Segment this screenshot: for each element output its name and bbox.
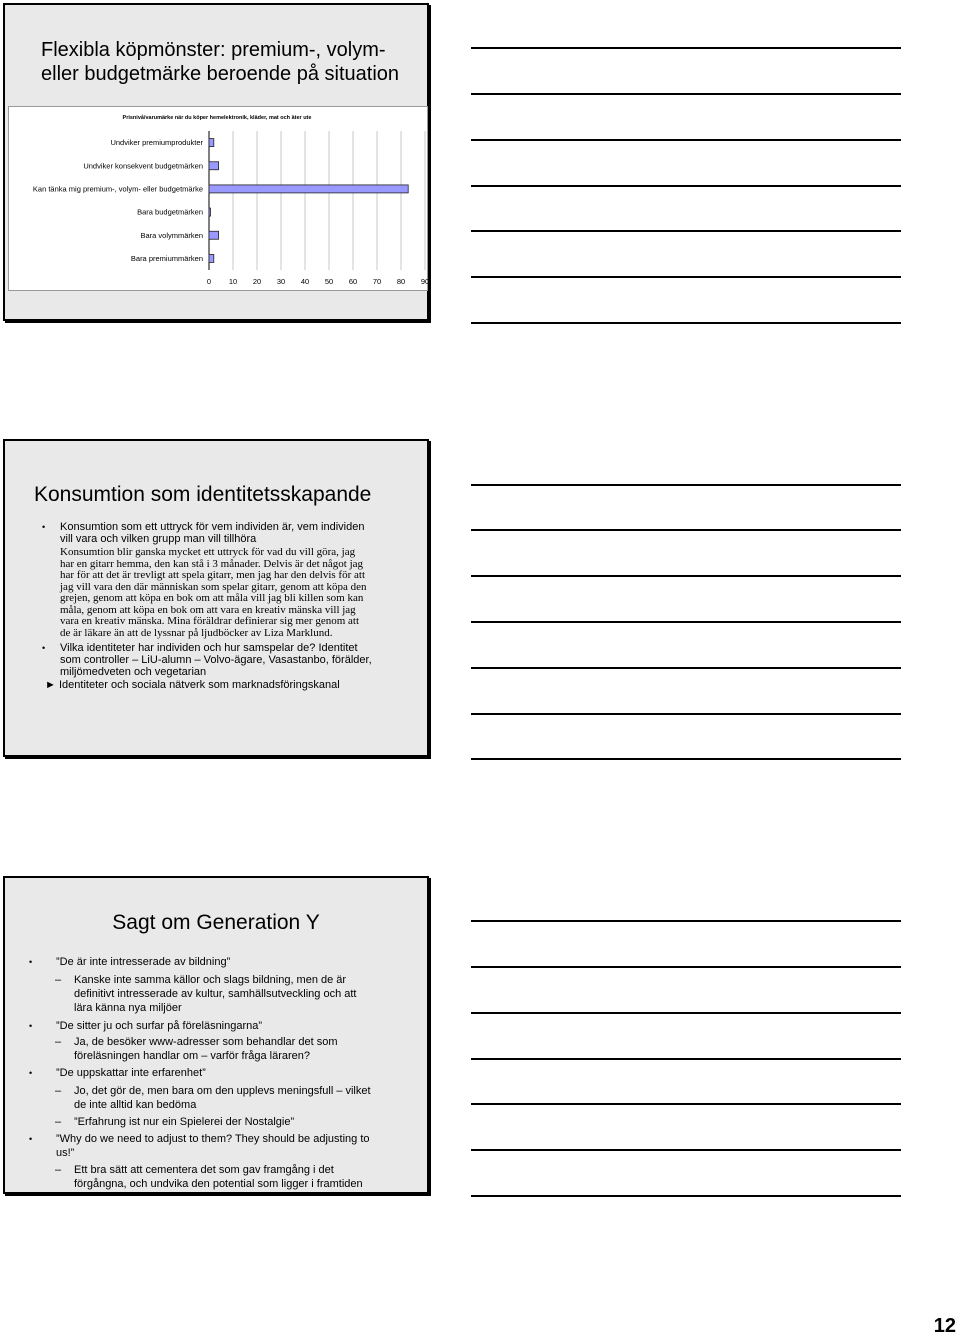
- slide-3: [3, 876, 429, 1194]
- note-line: [471, 621, 901, 623]
- sub-bullet-text: Kanske inte samma källor och slags bildning, men de är: [74, 974, 347, 986]
- note-line: [471, 322, 901, 324]
- tick-label: 10: [228, 277, 238, 286]
- bullet-text: Konsumtion som ett uttryck för vem individen är, vem individen: [60, 521, 365, 533]
- sub-bullet-text: definitivt intresserade av kultur, samhällsutveckling och att: [74, 988, 357, 1000]
- note-line: [471, 529, 901, 531]
- note-line: [471, 185, 901, 187]
- note-line: [471, 713, 901, 715]
- chart-svg: [9, 107, 430, 290]
- tick-label: 80: [396, 277, 406, 286]
- note-line: [471, 1195, 901, 1197]
- bar-chart: [8, 106, 428, 291]
- note-line: [471, 230, 901, 232]
- bullet-text: ”De sitter ju och surfar på föreläsningarna”: [56, 1020, 263, 1032]
- slide-title: Flexibla köpmönster: premium-, volym- eller budgetmärke beroende på situation: [41, 39, 400, 85]
- note-line: [471, 47, 901, 49]
- note-line: [471, 276, 901, 278]
- note-line: [471, 1058, 901, 1060]
- bullet-text: miljömedveten och vegetarian: [60, 666, 207, 678]
- bar: [209, 254, 214, 262]
- tick-label: 60: [348, 277, 358, 286]
- note-line: [471, 667, 901, 669]
- quote-box: [58, 545, 403, 641]
- sub-bullet-text: Ett bra sätt att cementera det som gav framgång i det: [74, 1164, 334, 1176]
- quote-line: grejen, genom att köpa en bok om att måla vill jag bli killen som kan: [60, 592, 364, 604]
- bullet-text: som controller – LiU-alumn – Volvo-ägare, Vasastanbo, förälder,: [60, 654, 372, 666]
- dash-icon: –: [55, 1116, 62, 1128]
- sub-bullet-text: Jo, det gör de, men bara om den upplevs meningsfull – vilket: [74, 1085, 371, 1097]
- tick-label: 50: [324, 277, 334, 286]
- sub-bullet-text: förgångna, och undvika den potential som ligger i framtiden: [74, 1178, 363, 1190]
- quote-line: har för att det är trevligt att spela gitarr, men jag har den delvis för att: [60, 569, 365, 581]
- category-label: Undviker konsekvent budgetmärken: [83, 161, 203, 171]
- quote-line: jag vill vara den där människan som spelar gitarr, genom att köpa den: [60, 580, 367, 593]
- bullet-icon: •: [42, 643, 46, 653]
- bar: [209, 231, 219, 239]
- sub-bullet-text: föreläsningen handlar om – varför fråga läraren?: [74, 1050, 311, 1062]
- category-label: Bara premiummärken: [130, 253, 203, 263]
- bullet-text: ”Why do we need to adjust to them? They should be adjusting to: [56, 1133, 370, 1145]
- note-line: [471, 1149, 901, 1151]
- bullet-text: us!”: [56, 1147, 75, 1159]
- sub-bullet-text: lära känna nya miljöer: [74, 1002, 182, 1014]
- chart-title: Prisnivå/varumärke när du köper hemelektronik, kläder, mat och äter ute: [122, 115, 312, 121]
- quote-line: vara en kreativ mänska. Mina föräldrar definierar sig mer genom att: [60, 615, 360, 627]
- bullet-icon: •: [29, 957, 33, 967]
- tick-label: 70: [372, 277, 382, 286]
- note-line: [471, 758, 901, 760]
- bullet-icon: •: [42, 522, 46, 532]
- dash-icon: –: [55, 1036, 62, 1048]
- bullet-icon: •: [29, 1068, 33, 1078]
- tick-label: 0: [206, 277, 212, 286]
- note-line: [471, 920, 901, 922]
- bar: [209, 208, 211, 216]
- slide-title: Sagt om Generation Y: [112, 911, 320, 934]
- tick-label: 30: [276, 277, 286, 286]
- dash-icon: –: [55, 1085, 62, 1097]
- dash-icon: –: [55, 1164, 62, 1176]
- page-number: 12: [933, 1315, 956, 1337]
- bullet-text: Identiteter och sociala nätverk som marknadsföringskanal: [59, 679, 340, 691]
- tick-label: 40: [300, 277, 310, 286]
- category-label: Kan tänka mig premium-, volym- eller budgetmärke: [32, 184, 203, 194]
- bullet-icon: •: [29, 1021, 33, 1031]
- note-line: [471, 93, 901, 95]
- quote-line: Konsumtion blir ganska mycket ett uttryck för vad du vill göra, jag: [60, 546, 356, 558]
- slide-1: [3, 3, 429, 321]
- slide-2: [3, 439, 429, 757]
- quote-line: måla, genom att köpa en bok om att vara en kreativ mänska vill jag: [60, 603, 356, 616]
- tick-label: 20: [252, 277, 262, 286]
- note-line: [471, 484, 901, 486]
- bullet-text: ”De är inte intresserade av bildning”: [56, 956, 231, 968]
- bar: [209, 185, 408, 193]
- category-label: Bara budgetmärken: [137, 207, 203, 217]
- sub-bullet-text: de inte alltid kan bedöma: [74, 1099, 197, 1111]
- note-line: [471, 575, 901, 577]
- bullet-text: ”De uppskattar inte erfarenhet”: [56, 1067, 206, 1079]
- note-line: [471, 966, 901, 968]
- note-line: [471, 139, 901, 141]
- bullet-text: Vilka identiteter har individen och hur samspelar de? Identitet: [60, 642, 358, 654]
- sub-bullet-text: ”Erfahrung ist nur ein Spielerei der Nostalgie”: [74, 1116, 295, 1128]
- bar: [209, 139, 214, 147]
- quote-line: de är läkare än att de lyssnar på ljudböcker av Liza Marklund.: [60, 626, 333, 639]
- category-label: Undviker premiumprodukter: [110, 138, 203, 148]
- bullet-text: vill vara och vilken grupp man vill tillhöra: [60, 533, 257, 545]
- tick-label: 90: [420, 277, 430, 286]
- sub-bullet-text: Ja, de besöker www-adresser som behandlar det som: [74, 1036, 338, 1048]
- quote-line: har en gitarr hemma, den kan stå i 3 månader. Delvis är det något jag: [60, 557, 364, 570]
- arrow-icon: ►: [45, 679, 56, 691]
- category-label: Bara volymmärken: [140, 230, 203, 240]
- bar: [209, 162, 219, 170]
- bullet-icon: •: [29, 1134, 33, 1144]
- dash-icon: –: [55, 974, 62, 986]
- note-line: [471, 1012, 901, 1014]
- note-line: [471, 1103, 901, 1105]
- slide-title: Konsumtion som identitetsskapande: [34, 483, 372, 506]
